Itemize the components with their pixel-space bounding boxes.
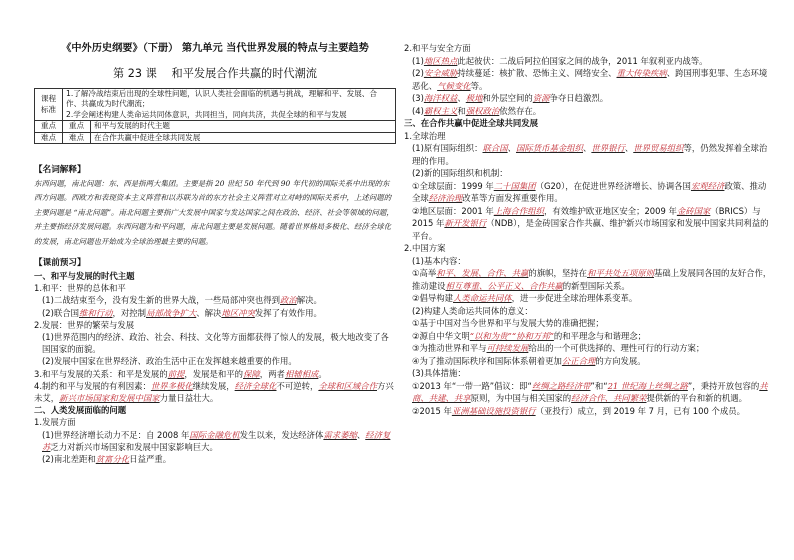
- list-item: 3.和平与发展的关系：和平是发展的前提，发展是和平的保障，两者相辅相成。: [34, 368, 327, 379]
- list-item: (1)地区热点此起彼伏：二战后阿拉伯国家之间的战争，2011 年叙利亚内战等。: [412, 55, 708, 66]
- list-item: (2)新的国际组织和机制：: [412, 168, 508, 178]
- list-item: (1)世界经济增长动力不足：自 2008 年国际金融危机发生以来，发达经济体需求萎缩、经济复苏乏力对新兴市场国家和发展中国家影响巨大。: [42, 429, 391, 452]
- section-heading: 一、和平与发展的时代主题: [34, 271, 135, 282]
- subsection-heading: 2.中国方案: [404, 243, 446, 253]
- list-item: (2)构建人类命运共同体的意义：: [412, 305, 533, 316]
- list-item: (1)二战结束至今，没有发生新的世界大战，一些局部冲突也得到政治解决。: [42, 295, 322, 306]
- document-title: 《中外历史纲要》（下册） 第九单元 当代世界发展的特点与主要趋势: [61, 43, 369, 54]
- difficult-point: 在合作共赢中促进全球共同发展: [91, 132, 396, 143]
- list-item: (1)基本内容：: [412, 255, 466, 266]
- list-item: 4.制约和平与发展的有利因素：世界多极化继续发展，经济全球化不可逆转，全球和区域合作方兴未艾，新兴市场国家和发展中国家力量日益壮大。: [34, 380, 394, 404]
- section-heading: 二、人类发展面临的问题: [34, 405, 127, 416]
- section-heading: 三、在合作共赢中促进全球共同发展: [404, 118, 538, 128]
- lesson-title: 第 23 课 和平发展合作共赢的时代潮流: [113, 67, 317, 80]
- list-item: (1)原有国际组织：联合国、国际货币基金组织、世界银行、世界贸易组织等，仍然发挥着全球治理的作用。: [412, 143, 768, 166]
- key-point: 和平与发展的时代主题: [91, 121, 396, 132]
- key-label: 重点: [35, 121, 63, 132]
- objectives-label: 课程标准: [35, 89, 63, 121]
- objective-2: 2.学会阐述构建人类命运共同体意识，共同担当，同向共济，共促全球的和平与发展: [66, 109, 347, 119]
- list-item: ②源自中华文明“以和为贵”“协和万邦”的和平理念与和谐理念；: [412, 330, 647, 341]
- right-content: [404, 42, 772, 417]
- objective-1: 1.了解冷战结束后出现的全球性问题，认识人类社会面临的机遇与挑战，理解和平、发展、合作、共赢成为时代潮流；: [66, 89, 377, 109]
- list-item: ②地区层面：2001 年上海合作组织，有效维护欧亚地区安全；2009 年金砖国家（BRICS）与 2015 年新开发银行（NDB），是金砖国家合作共赢、维护新兴市场国家和发展中国家共同利益的平台。: [412, 205, 769, 241]
- difficult-label: 难点: [35, 132, 63, 143]
- list-item: (2)发展中国家在世界经济、政治生活中正在发挥越来越重要的作用。: [42, 356, 297, 367]
- subsection-heading: 1.发展方面: [34, 417, 76, 428]
- table-row: [35, 89, 396, 121]
- subsection-heading: 2.和平与安全方面: [404, 43, 471, 53]
- list-item: (1)世界范围内的经济、政治、社会、科技、文化等方面都获得了惊人的发展，极大地改变了各国国家的面貌。: [42, 332, 389, 355]
- list-item: ②2015 年亚洲基础设施投资银行（亚投行）成立，到 2019 年 7 月，已有 100 个成员。: [412, 405, 745, 416]
- table-row: [35, 121, 396, 132]
- list-item: ①基于中国对当今世界和平与发展大势的准确把握；: [412, 318, 604, 328]
- list-item: ①2013 年“一带一路”倡议：即“丝绸之路经济带”和“21 世纪海上丝绸之路”，秉持开放包容的共商、共建、共享原则，为中国与相关国家的经济合作、共同繁荣提供新的平台和新的机遇。: [412, 380, 768, 403]
- list-item: ④为了推动国际秩序和国际体系朝着更加公正合理的方向发展。: [412, 355, 646, 366]
- subsection-heading: 2.发展：世界的繁荣与发展: [34, 319, 135, 330]
- list-item: ①高举和平、发展、合作、共赢的旗帜，坚持在和平共处五项原则基础上发展同各国的友好合作，推动建设相互尊重、公平正义、合作共赢的新型国际关系。: [412, 268, 772, 291]
- difficult-sublabel: 难点: [63, 132, 91, 143]
- list-item: (4)霸权主义和强权政治依然存在。: [412, 105, 542, 116]
- list-item: ①全球层面：1999 年二十国集团（G20），在促进世界经济增长、协调各国宏观经济政策、推动全球经济治理改革等方面发挥重要作用。: [412, 180, 767, 203]
- list-item: (3)具体措施：: [412, 368, 466, 378]
- terms-title: 【名词解释】: [34, 165, 86, 175]
- left-content: [34, 164, 396, 465]
- list-item: (2)安全威胁持续蔓延：核扩散、恐怖主义、网络安全、重大传染疾病、跨国刑事犯罪、生态环境恶化、气候变化等。: [412, 68, 768, 91]
- list-item: ②倡导构建人类命运共同体，进一步促进全球治理体系变革。: [412, 293, 638, 303]
- list-item: ③为推动世界和平与可持续发展给出的一个可供选择的、理性可行的行动方案；: [412, 343, 705, 353]
- list-item: (3)海洋权益、极地和外层空间的资源争夺日趋激烈。: [412, 93, 609, 103]
- list-item: (2)联合国维和行动，对控制局部战争扩大、解决地区冲突发挥了有效作用。: [42, 307, 322, 318]
- terms-body: 东西问题，南北问题：东、西是指两大集团。主要是指 20 世纪 50 年代到 90 年代初的国际关系中出现的东西方问题。西欧方和表现资本主义阵营和以苏联为首的东方社会主义阵营对立对峙的国际关系中，上述问题的主要问题是 “南北问题”。南北问题主要指广大发展中国家与发达国家之间在政治、经济、社会等领域的问题，并主要指经济发展问题。东西问题为和平问题，南北问题主要是发展问题。随着世界格局多极化、经济全球化的发展，南北问题也开始成为全球治理最主要的问题。: [34, 179, 394, 246]
- preview-title: 【课前预习】: [34, 258, 86, 269]
- list-item: (2)南北差距和贫富分化日益严重。: [42, 454, 172, 465]
- objectives-table: [34, 88, 396, 144]
- subsection-heading: 1.全球治理: [404, 130, 446, 141]
- objectives-items: [63, 89, 396, 121]
- table-row: [35, 132, 396, 143]
- key-sublabel: 重点: [63, 121, 91, 132]
- subsection-heading: 1.和平：世界的总体和平: [34, 283, 126, 294]
